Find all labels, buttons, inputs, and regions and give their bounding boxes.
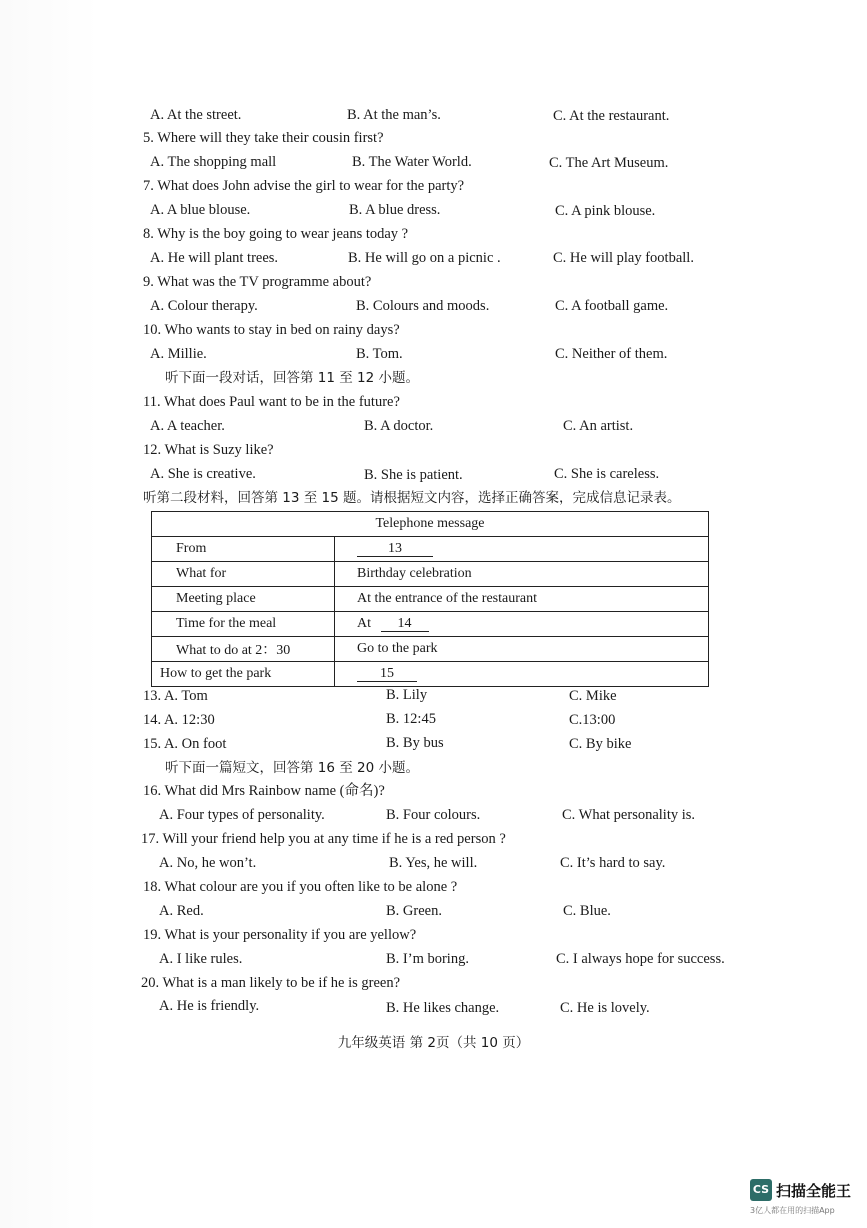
q10-stem: 10. Who wants to stay in bed on rainy days?	[143, 322, 400, 338]
answer-blank-14: 14	[381, 617, 429, 632]
row-label-what-to-do: What to do at 2：30	[152, 637, 335, 662]
q5-option-c: C. The Art Museum.	[549, 155, 669, 171]
q12-stem: 12. What is Suzy like?	[143, 442, 274, 458]
q7-option-a: A. A blue blouse.	[150, 202, 251, 218]
table-row	[152, 587, 709, 612]
q17-option-b: B. Yes, he will.	[389, 855, 478, 871]
answer-blank-13: 13	[357, 542, 433, 557]
page-footer: 九年级英语 第 2页（共 10 页）	[337, 1035, 530, 1051]
q5-option-a: A. The shopping mall	[150, 154, 277, 170]
row-value-time-for-meal	[335, 612, 709, 637]
watermark-brand: 扫描全能王	[776, 1182, 852, 1200]
q5-option-b: B. The Water World.	[352, 154, 472, 170]
row-label-what-for: What for	[152, 562, 335, 587]
q9-option-b: B. Colours and moods.	[356, 298, 490, 314]
camscanner-logo-icon: CS	[750, 1179, 772, 1201]
q16-option-a: A. Four types of personality.	[159, 807, 325, 823]
row-value-what-for: Birthday celebration	[335, 562, 709, 587]
q17-option-a: A. No, he won’t.	[159, 855, 257, 871]
q15-option-a: 15. A. On foot	[143, 736, 227, 752]
q19-stem: 19. What is your personality if you are yellow?	[143, 927, 417, 943]
table-row	[152, 537, 709, 562]
section-instruction-13-15: 听第二段材料，回答第 13 至 15 题。请根据短文内容，选择正确答案，完成信息记录表。	[143, 490, 681, 506]
q11-option-c: C. An artist.	[563, 418, 634, 434]
q18-stem: 18. What colour are you if you often like to be alone ?	[143, 879, 458, 895]
table-title: Telephone message	[152, 512, 709, 537]
table-row	[152, 562, 709, 587]
q20-option-a: A. He is friendly.	[159, 998, 260, 1014]
q15-option-c: C. By bike	[569, 736, 632, 752]
q13-option-a: 13. A. Tom	[143, 688, 208, 704]
row-label-from: From	[152, 537, 335, 562]
q14-option-b: B. 12:45	[386, 711, 436, 727]
q4-option-b: B. At the man’s.	[347, 107, 441, 123]
q19-option-b: B. I’m boring.	[386, 951, 469, 967]
q10-option-c: C. Neither of them.	[555, 346, 668, 362]
q12-option-b: B. She is patient.	[364, 467, 463, 483]
row-label-meeting-place: Meeting place	[152, 587, 335, 612]
q5-stem: 5. Where will they take their cousin first?	[143, 130, 384, 146]
telephone-message-table	[151, 511, 709, 687]
q12-option-a: A. She is creative.	[150, 466, 256, 482]
row-value-meeting-place: At the entrance of the restaurant	[335, 587, 709, 612]
q16-stem: 16. What did Mrs Rainbow name (命名)?	[143, 783, 385, 799]
q8-option-b: B. He will go on a picnic .	[348, 250, 501, 266]
table-row	[152, 637, 709, 662]
section-instruction-16-20: 听下面一篇短文，回答第 16 至 20 小题。	[165, 760, 420, 776]
q19-option-a: A. I like rules.	[159, 951, 243, 967]
row-value-what-to-do: Go to the park	[335, 637, 709, 662]
q9-stem: 9. What was the TV programme about?	[143, 274, 372, 290]
q8-option-a: A. He will plant trees.	[150, 250, 279, 266]
q4-option-a: A. At the street.	[150, 107, 242, 123]
q13-option-b: B. Lily	[386, 687, 428, 703]
q12-option-c: C. She is careless.	[554, 466, 660, 482]
q18-option-b: B. Green.	[386, 903, 442, 919]
table-row	[152, 662, 709, 687]
q19-option-c: C. I always hope for success.	[556, 951, 725, 967]
q7-stem: 7. What does John advise the girl to wear for the party?	[143, 178, 465, 194]
q4-option-c: C. At the restaurant.	[553, 108, 670, 124]
answer-blank-15: 15	[357, 667, 417, 682]
row-value-how-to-get	[335, 662, 709, 687]
q11-option-a: A. A teacher.	[150, 418, 225, 434]
q7-option-c: C. A pink blouse.	[555, 203, 656, 219]
at-prefix: At	[357, 616, 371, 631]
row-label-how-to-get: How to get the park	[152, 662, 335, 687]
q20-option-b: B. He likes change.	[386, 1000, 500, 1016]
q17-stem: 17. Will your friend help you at any time if he is a red person ?	[141, 831, 506, 847]
q18-option-a: A. Red.	[159, 903, 204, 919]
row-value-from	[335, 537, 709, 562]
q20-option-c: C. He is lovely.	[560, 1000, 650, 1016]
q9-option-c: C. A football game.	[555, 298, 669, 314]
q10-option-a: A. Millie.	[150, 346, 207, 362]
q10-option-b: B. Tom.	[356, 346, 403, 362]
q9-option-a: A. Colour therapy.	[150, 298, 258, 314]
q14-option-a: 14. A. 12:30	[143, 712, 215, 728]
q11-option-b: B. A doctor.	[364, 418, 434, 434]
q15-option-b: B. By bus	[386, 735, 444, 751]
q11-stem: 11. What does Paul want to be in the future?	[143, 394, 400, 410]
q14-option-c: C.13:00	[569, 712, 616, 728]
q8-stem: 8. Why is the boy going to wear jeans today ?	[143, 226, 409, 242]
q20-stem: 20. What is a man likely to be if he is green?	[141, 975, 401, 991]
q17-option-c: C. It’s hard to say.	[560, 855, 666, 871]
q18-option-c: C. Blue.	[563, 903, 611, 919]
watermark-tagline: 3亿人都在用的扫描App	[750, 1206, 835, 1215]
q16-option-c: C. What personality is.	[562, 807, 696, 823]
q8-option-c: C. He will play football.	[553, 250, 694, 266]
table-row	[152, 612, 709, 637]
q7-option-b: B. A blue dress.	[349, 202, 441, 218]
q13-option-c: C. Mike	[569, 688, 617, 704]
row-label-time-for-meal: Time for the meal	[152, 612, 335, 637]
q16-option-b: B. Four colours.	[386, 807, 481, 823]
section-instruction-11-12: 听下面一段对话，回答第 11 至 12 小题。	[165, 370, 420, 386]
